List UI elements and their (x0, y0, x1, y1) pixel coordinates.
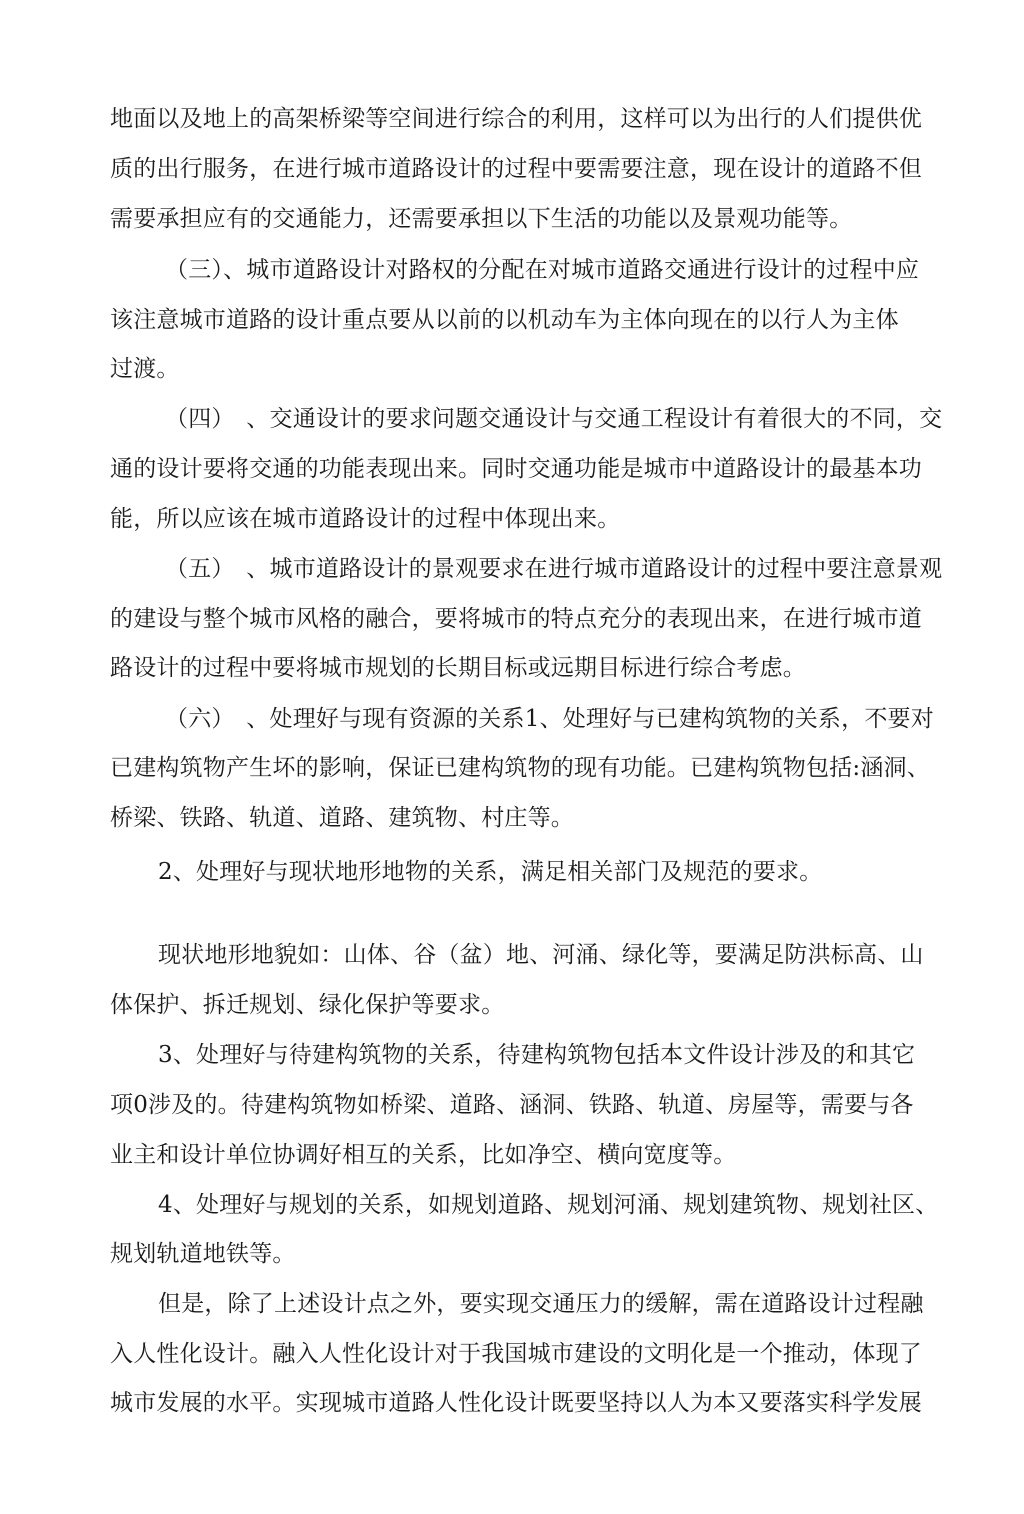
text-line: 城市发展的水平。实现城市道路人性化设计既要坚持以人为本又要落实科学发展 (110, 1390, 922, 1416)
text-line: 但是，除了上述设计点之外，要实现交通压力的缓解，需在道路设计过程融 (158, 1291, 924, 1317)
text-line: 路设计的过程中要将城市规划的长期目标或远期目标进行综合考虑。 (110, 655, 806, 681)
text-line: 已建构筑物产生坏的影响，保证已建构筑物的现有功能。已建构筑物包括:涵洞、 (110, 755, 930, 781)
text-line: 规划轨道地铁等。 (110, 1241, 296, 1267)
text-line: （六） 、处理好与现有资源的关系1、处理好与已建构筑物的关系，不要对 (165, 706, 934, 732)
text-line: 过渡。 (110, 356, 180, 382)
text-line: 业主和设计单位协调好相互的关系，比如净空、横向宽度等。 (110, 1142, 737, 1168)
text-line: 2、处理好与现状地形地物的关系，满足相关部门及规范的要求。 (158, 859, 823, 885)
text-line: 该注意城市道路的设计重点要从以前的以机动车为主体向现在的以行人为主体 (110, 307, 899, 333)
text-line: 项0涉及的。待建构筑物如桥梁、道路、涵洞、铁路、轨道、房屋等，需要与各 (110, 1092, 914, 1118)
text-line: 通的设计要将交通的功能表现出来。同时交通功能是城市中道路设计的最基本功 (110, 456, 922, 482)
text-line: 桥梁、铁路、轨道、道路、建筑物、村庄等。 (110, 805, 574, 831)
text-line: 现状地形地貌如：山体、谷（盆）地、河涌、绿化等，要满足防洪标高、山 (158, 942, 924, 968)
text-line: 入人性化设计。融入人性化设计对于我国城市建设的文明化是一个推动，体现了 (110, 1341, 922, 1367)
text-line: 能，所以应该在城市道路设计的过程中体现出来。 (110, 506, 621, 532)
text-line: 体保护、拆迁规划、绿化保护等要求。 (110, 992, 505, 1018)
text-line: 需要承担应有的交通能力，还需要承担以下生活的功能以及景观功能等。 (110, 206, 853, 232)
text-line: 的建设与整个城市风格的融合，要将城市的特点充分的表现出来，在进行城市道 (110, 606, 922, 632)
text-line: （四） 、交通设计的要求问题交通设计与交通工程设计有着很大的不同，交 (165, 406, 943, 432)
text-line: 4、处理好与规划的关系，如规划道路、规划河涌、规划建筑物、规划社区、 (158, 1192, 939, 1218)
text-line: （三）、城市道路设计对路权的分配在对城市道路交通进行设计的过程中应 (165, 257, 920, 283)
text-line: （五） 、城市道路设计的景观要求在进行城市道路设计的过程中要注意景观 (165, 556, 943, 582)
text-line: 地面以及地上的高架桥梁等空间进行综合的利用，这样可以为出行的人们提供优 (110, 106, 922, 132)
text-line: 3、处理好与待建构筑物的关系，待建构筑物包括本文件设计涉及的和其它 (158, 1042, 916, 1068)
text-line: 质的出行服务，在进行城市道路设计的过程中要需要注意，现在设计的道路不但 (110, 156, 922, 182)
